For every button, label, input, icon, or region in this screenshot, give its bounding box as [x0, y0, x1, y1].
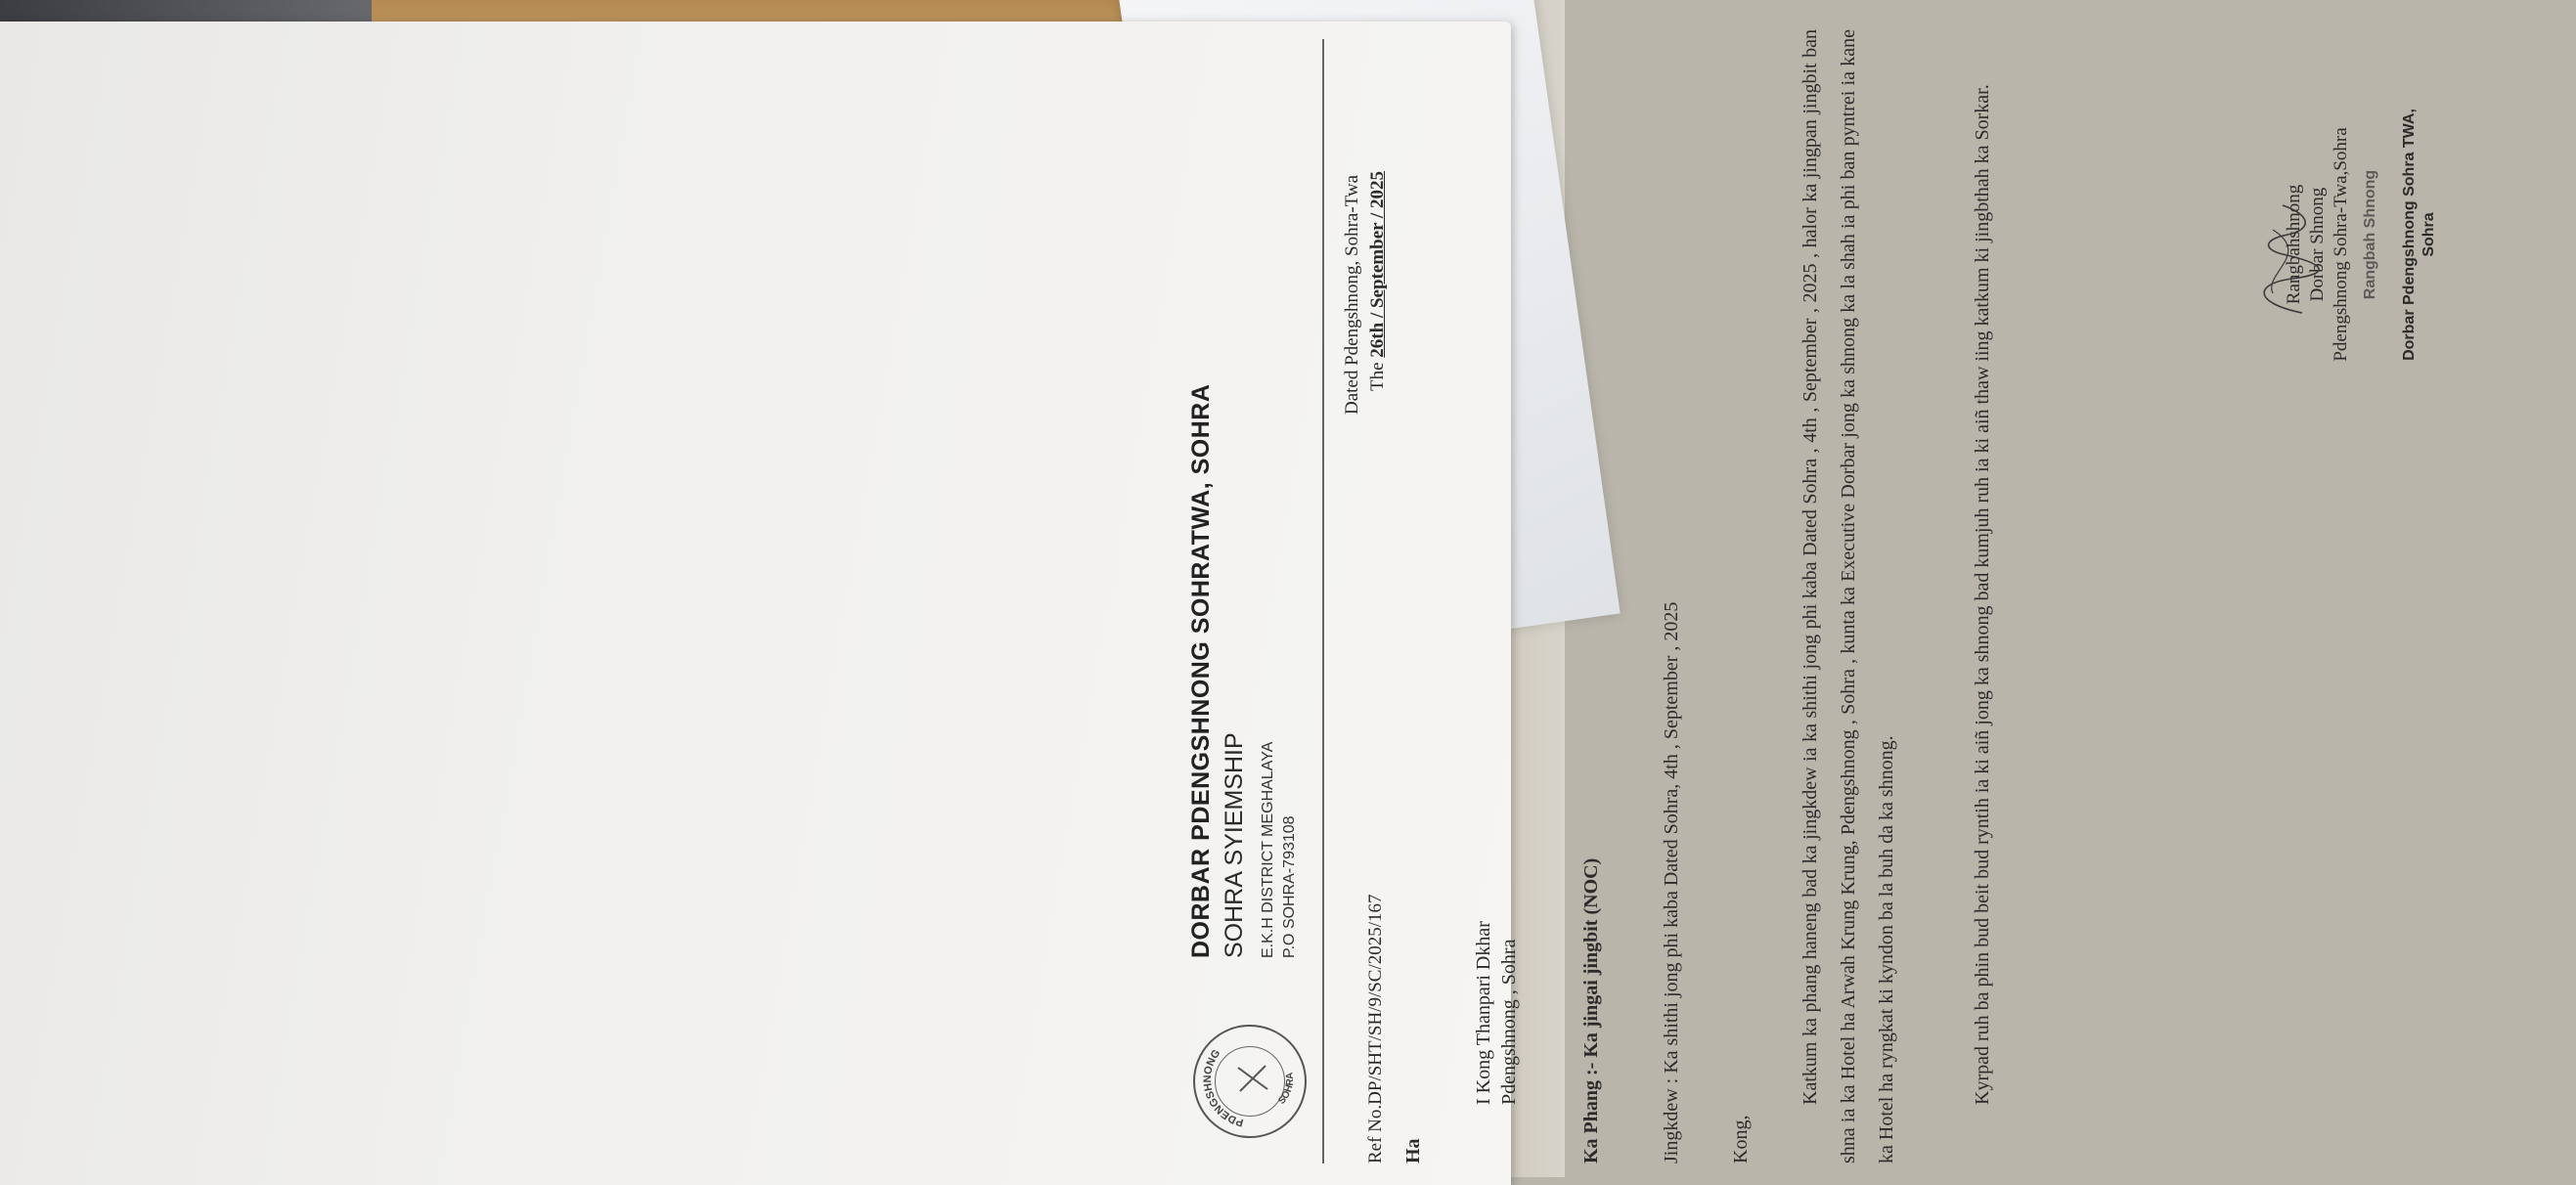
signature-block: [2283, 59, 2353, 430]
to-label: Ha: [1402, 1138, 1424, 1163]
letterhead-divider: [1322, 39, 1324, 1163]
addressee-name: I Kong Thanpari Dkhar: [1473, 921, 1494, 1105]
dated-date: 26th / September / 2025: [1367, 171, 1388, 358]
subject-line: Ka Phang :- Ka jingai jingbit (NOC): [1580, 857, 1602, 1163]
stamp-line-1: Rangbah Shnong: [2362, 169, 2378, 300]
dated-block: [1342, 43, 1389, 415]
organization-postal-address: P.O SOHRA-793108: [1281, 815, 1298, 958]
signature-org: Dorbar Shnong: [2307, 187, 2328, 302]
signature-place: Pdengshnong Sohra-Twa,Sohra: [2331, 127, 2351, 362]
organization-district: E.K.H DISTRICT MEGHALAYA: [1260, 741, 1276, 958]
seal-text-bottom: SOHRA: [1276, 1072, 1297, 1107]
letter-page-content: [1177, 29, 2576, 1173]
letter-sheet: [0, 22, 2437, 1185]
handwritten-signature-icon: [2243, 196, 2332, 323]
signature-title: Rangbahshnong: [2284, 184, 2304, 305]
body-paragraph-1: Katkum ka phang haneng bad ka jingkdew ia ka shithi jong phi kaba Dated Sohra , 4th , September , 2025 , halor ka jingpan jingbit ban shna ia ka Hotel ha Arwah Krung Krung, Pdengshnong , Sohra , kunta ka Executive Dorbar jong ka shnong ka la shah ia phi ban pyntrei ia kane ka Hotel ha ryngkat ki kyndon ba la buh da ka shnong.: [1799, 29, 1897, 1163]
reference-number: Ref No.DP/SHT/SH/9/SC/2025/167: [1365, 894, 1386, 1163]
dated-line: Dated Pdengshnong, Sohra-Twa: [1342, 174, 1362, 415]
stamp-line-3: Sohra: [2421, 212, 2437, 257]
addressee-place: Pdengshnong , Sohra: [1498, 939, 1520, 1105]
dated-date-line: [1367, 43, 1389, 415]
svg-text:SOHRA: [1276, 1072, 1296, 1107]
stamp-line-2: Dorbar Pdengshnong Sohra TWA,: [2401, 109, 2418, 361]
dated-prefix: The: [1367, 362, 1388, 391]
official-stamp: [2362, 39, 2439, 430]
reference-line: Jingkdew : Ka shithi jong phi kaba Dated Sohra, 4th , September , 2025: [1661, 601, 1682, 1163]
body-paragraph-2: Kyrpad ruh ba phin bud beit bud ryntih ia ki aiñ jong ka shnong bad kumjuh ruh ia ki aiñ thaw iing katkum ki jingbthah ka Sorkar.: [1972, 84, 1993, 1105]
organization-name: DORBAR PDENGSHNONG SOHRATWA, SOHRA: [1187, 383, 1215, 958]
addressee-block: [1471, 921, 1522, 1105]
organization-seal-icon: [1193, 1025, 1307, 1138]
salutation: Kong,: [1730, 1115, 1752, 1163]
svg-text:PDENGSHNONG: [1202, 1048, 1245, 1129]
organization-subtitle: SOHRA SYIEMSHIP: [1221, 732, 1248, 958]
seal-text-top: PDENGSHNONG: [1201, 1047, 1245, 1129]
